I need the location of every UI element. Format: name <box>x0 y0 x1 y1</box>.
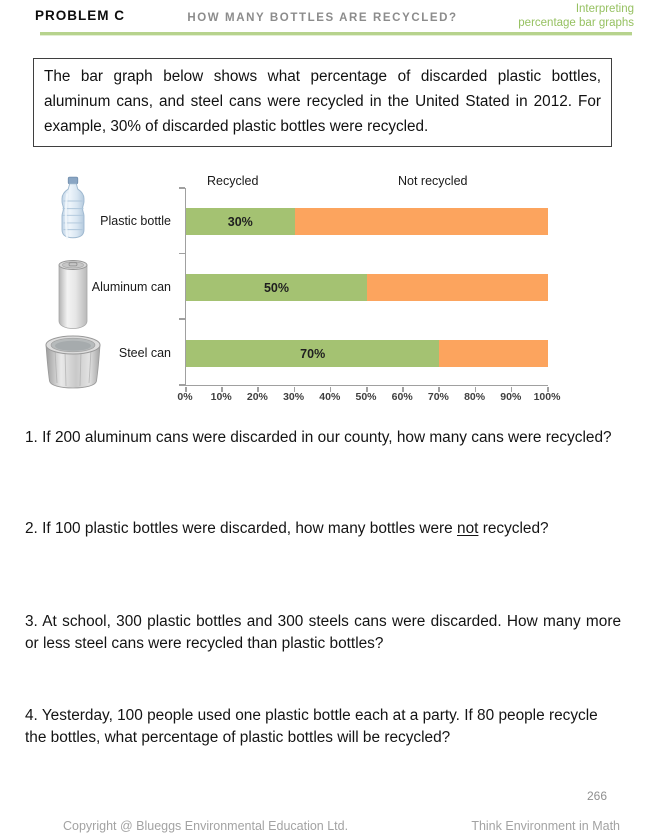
topic-label <box>518 2 634 30</box>
bar-value-label: 50% <box>263 280 290 295</box>
bar-plastic-bottle <box>186 208 548 235</box>
question-3: 3. At school, 300 plastic bottles and 300 steels cans were discarded. How many more or less steel cans were recycled than plastic bottles? <box>25 613 621 652</box>
x-axis-labels <box>177 391 561 405</box>
question-2-underlined-word: not <box>457 520 479 537</box>
problem-label: PROBLEM C <box>35 8 125 23</box>
bar-chart <box>0 170 645 412</box>
bar-value-label: 30% <box>227 214 253 229</box>
question-2-prefix: 2. If 100 plastic bottles were discarded, how many bottles were <box>25 520 458 537</box>
page-title: HOW MANY BOTTLES ARE RECYCLED? <box>187 12 458 24</box>
x-axis-tick-label: 0% <box>177 391 193 403</box>
x-axis-tick-label: 100% <box>533 391 561 403</box>
y-axis-tick <box>179 253 185 255</box>
x-axis-tick-label: 30% <box>283 391 305 403</box>
legend-recycled: Recycled <box>207 174 259 188</box>
legend-not-recycled: Not recycled <box>398 174 468 188</box>
intro-box <box>33 58 612 147</box>
x-axis-tick-label: 80% <box>464 391 486 403</box>
category-label-steel-can: Steel can <box>118 346 171 360</box>
footer-copyright: Copyright @ Blueggs Environmental Education Ltd. <box>63 819 349 833</box>
category-label-aluminum-can: Aluminum can <box>91 280 171 294</box>
y-axis-tick <box>179 384 185 386</box>
question-1: 1. If 200 aluminum cans were discarded in our county, how many cans were recycled? <box>25 429 612 446</box>
question-2 <box>25 518 621 540</box>
y-axis-tick <box>179 187 185 189</box>
bar-segment-recycled <box>186 208 295 235</box>
x-axis-tick-label: 20% <box>246 391 268 403</box>
header-rule <box>40 32 632 36</box>
category-label-plastic-bottle: Plastic bottle <box>100 214 171 228</box>
page-number: 266 <box>586 789 607 803</box>
bar-steel-can <box>186 340 548 367</box>
y-axis-tick <box>179 318 185 320</box>
question-2-suffix: recycled? <box>478 520 549 537</box>
bar-value-label: 70% <box>300 346 326 361</box>
footer-tagline: Think Environment in Math <box>471 819 620 833</box>
intro-text: The bar graph below shows what percentage of discarded plastic bottles, aluminum cans, and steel cans were recycled in the United Stated in 2012. For example, 30% of discarded plastic bottles were recycled. <box>44 68 601 135</box>
x-axis-tick-label: 90% <box>500 391 522 403</box>
bar-segment-not-recycled <box>367 274 548 301</box>
bar-segment-recycled <box>186 340 439 367</box>
topic-line-1: Interpreting <box>575 3 634 15</box>
bar-segment-not-recycled <box>295 208 548 235</box>
x-axis-tick-label: 40% <box>319 391 341 403</box>
x-axis-tick-label: 10% <box>210 391 232 403</box>
bar-segment-not-recycled <box>439 340 548 367</box>
question-4: 4. Yesterday, 100 people used one plastic bottle each at a party. If 80 people recycle the bottles, what percentage of plastic bottles will be recycled? <box>25 707 598 746</box>
x-axis-tick-label: 50% <box>355 391 377 403</box>
plot-area <box>185 188 548 386</box>
x-axis-tick-label: 70% <box>427 391 449 403</box>
bar-segment-recycled <box>186 274 367 301</box>
bar-aluminum-can <box>186 274 548 301</box>
x-axis-tick-label: 60% <box>391 391 413 403</box>
topic-line-2: percentage bar graphs <box>518 17 634 29</box>
